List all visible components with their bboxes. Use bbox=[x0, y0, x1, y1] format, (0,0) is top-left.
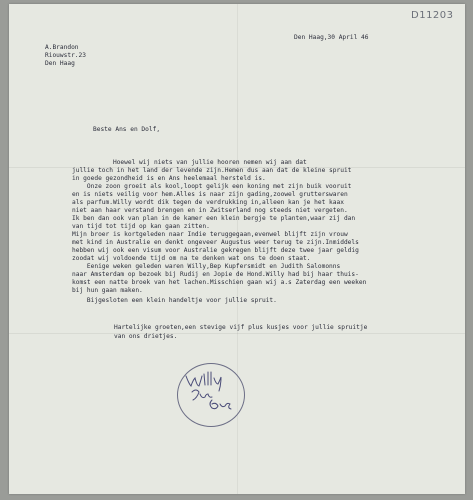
body-line: komst een natte broek van het lachen.Misschien gaan wij a.s Zaterdag een weeken bbox=[72, 279, 367, 286]
body-line: Ik ben dan ook van plan in de kamer een klein bergje te planten,waar zij dan bbox=[72, 215, 356, 222]
handwritten-signature bbox=[177, 363, 245, 427]
letter-sheet bbox=[9, 4, 465, 494]
body-line: hebben wij ook een visum voor Australie gekregen blijft deze twee jaar geldig bbox=[72, 247, 359, 254]
letter-date: Den Haag,30 April 46 bbox=[294, 34, 369, 41]
body-line: met kind in Australie en denkt ongeveer Augustus weer terug te zijn.Inmiddels bbox=[72, 239, 359, 246]
body-line: niet aan haar verstand brengen en in Zwitserland nog steeds niet vergeten. bbox=[72, 207, 348, 214]
closing-line: Hartelijke groeten,een stevige vijf plus kusjes voor jullie spruitje bbox=[114, 324, 368, 331]
body-line: Hoewel wij niets van jullie hooren nemen wij aan dat bbox=[72, 159, 307, 166]
body-line: in goede gezondheid is en Ans heelemaal hersteld is. bbox=[72, 175, 266, 182]
sender-name: A.Brandon bbox=[45, 44, 79, 51]
body-line: zoodat wij voldoende tijd om na te denken wat ons te doen staat. bbox=[72, 255, 311, 262]
body-line: Onze zoon groeit als kool,loopt gelijk een koning met zijn buik vooruit bbox=[72, 183, 352, 190]
closing-line: van ons drietjes. bbox=[114, 333, 178, 340]
sender-address bbox=[45, 44, 86, 69]
salutation: Beste Ans en Dolf, bbox=[93, 126, 161, 133]
signature-scribble bbox=[178, 364, 244, 426]
body-line: jullie toch in het land der levende zijn.Hemen dus aan dat de kleine spruit bbox=[72, 167, 352, 174]
body-line: bij hun gaan maken. bbox=[72, 287, 143, 294]
body-line: als parfum.Willy wordt dik tegen de verdrukking in,alleen kan je het kaax bbox=[72, 199, 344, 206]
body-line: en is niets veilig voor hem.Alles is naar zijn gading,zoowel grutterswaren bbox=[72, 191, 348, 198]
archive-reference: D11203 bbox=[411, 10, 454, 21]
sender-city: Den Haag bbox=[45, 60, 75, 68]
body-line: Mijn broer is kortgeleden naar Indie teruggegaan,evenwel blijft zijn vrouw bbox=[72, 231, 348, 238]
sender-street: Riouwstr.23 bbox=[45, 52, 86, 60]
body-line: Bijgesloten een klein handeltje voor jullie spruit. bbox=[72, 297, 277, 304]
body-line: Eenige weken geleden waren Willy,Bep Kupfersmidt en Judith Salomonns bbox=[72, 263, 341, 270]
body-line: van tijd tot tijd op kan gaan zitten. bbox=[72, 223, 210, 230]
body-line: naar Amsterdam op bezoek bij Rudij en Jopie de Hond.Willy had bij haar thuis- bbox=[72, 271, 359, 278]
